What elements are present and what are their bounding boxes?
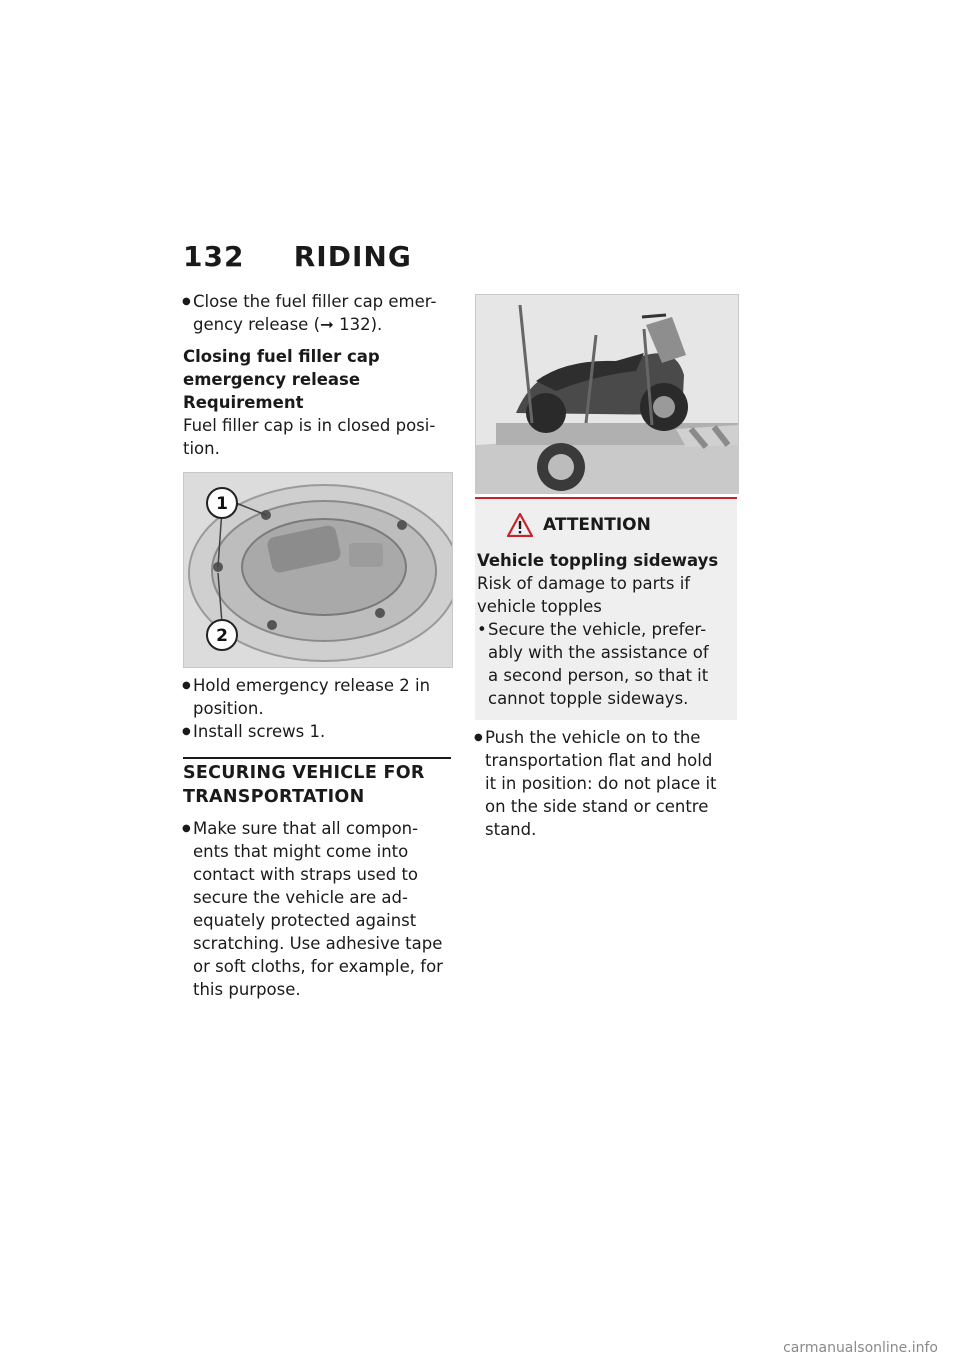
- attention-bullet-secure: • Secure the vehicle, prefer- ably with the assistance of a second person, so that it cannot topple sideways.: [477, 618, 735, 710]
- fuel-cap-illustration: [184, 473, 452, 667]
- heading-closing-release: Closing fuel filler cap emergency release Requirement: [183, 345, 451, 414]
- bullet-push-vehicle: ● Push the vehicle on to the transportation flat and hold it in position: do not place it on the side stand or centre stand.: [475, 726, 737, 841]
- fuel-cap-figure: [183, 472, 453, 668]
- requirement-label: Requirement: [183, 393, 304, 412]
- requirement-text: Fuel filler cap is in closed posi- tion.: [183, 416, 436, 458]
- bullet-close-filler-cap: ● Close the fuel filler cap emer- gency release (➞ 132).: [183, 290, 451, 336]
- chapter-title: RIDING: [293, 240, 412, 273]
- bullet-hold-release: ● Hold emergency release 2 in position.: [183, 674, 451, 720]
- attention-title: Vehicle toppling sideways: [477, 551, 719, 570]
- watermark: carmanualsonline.info: [783, 1340, 938, 1356]
- motorcycle-on-trailer-illustration: [476, 295, 738, 493]
- page-number: 132: [183, 240, 245, 273]
- attention-risk: Risk of damage to parts if vehicle topples: [477, 574, 691, 616]
- page-header: [183, 240, 412, 273]
- motorcycle-trailer-figure: [475, 294, 739, 494]
- callout-1: 1: [216, 494, 228, 514]
- bullet-install-screws: ● Install screws 1.: [183, 720, 451, 743]
- attention-box: [475, 499, 737, 720]
- bullet-protect-components: ● Make sure that all compon- ents that might come into contact with straps used to secure the vehicle are ad- equately protected against scratching. Use adhesive tape or soft cloths, for example, for this purpose.: [183, 817, 451, 1001]
- left-column: [183, 290, 451, 1001]
- callout-2: 2: [216, 626, 228, 646]
- attention-label: ATTENTION: [543, 514, 651, 535]
- section-divider: [183, 757, 451, 759]
- section-title-securing: SECURING VEHICLE FOR TRANSPORTATION: [183, 763, 425, 807]
- right-column: [475, 294, 737, 841]
- warning-triangle-icon: [507, 513, 533, 537]
